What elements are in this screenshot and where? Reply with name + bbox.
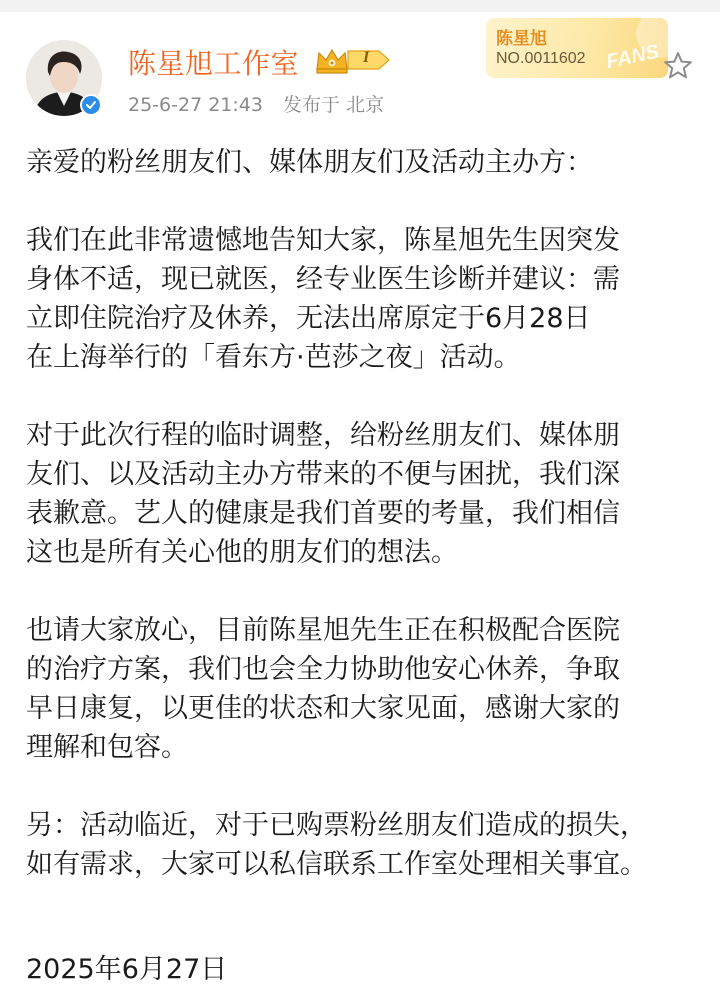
post-line: 表歉意。艺人的健康是我们首要的考量，我们相信	[26, 498, 620, 529]
fans-card-number: NO.0011602	[496, 50, 586, 67]
post-line: 如有需求，大家可以私信联系工作室处理相关事宜。	[26, 849, 647, 880]
post-line: 对于此次行程的临时调整，给粉丝朋友们、媒体朋	[26, 420, 620, 451]
post-line: 身体不适，现已就医，经专业医生诊断并建议：需	[26, 264, 620, 295]
post-line: 我们在此非常遗憾地告知大家，陈星旭先生因突发	[26, 225, 620, 256]
fans-card-name: 陈星旭	[496, 29, 547, 49]
post-date: 2025年6月27日	[26, 954, 228, 985]
top-strip	[0, 0, 720, 12]
post-greeting: 亲爱的粉丝朋友们、媒体朋友们及活动主办方：	[26, 147, 593, 178]
post-line: 这也是所有关心他的朋友们的想法。	[26, 537, 458, 568]
post-line: 早日康复，以更佳的状态和大家见面，感谢大家的	[26, 693, 620, 724]
post-time: 25-6-27 21:43	[128, 94, 263, 116]
level-label: I	[363, 49, 370, 66]
post-location: 发布于 北京	[283, 94, 385, 116]
post-line: 的治疗方案，我们也会全力协助他安心休养，争取	[26, 654, 620, 685]
star-icon[interactable]	[662, 50, 694, 82]
post-meta	[128, 90, 384, 117]
post-line: 另：活动临近，对于已购票粉丝朋友们造成的损失，	[26, 810, 647, 841]
fans-card[interactable]	[486, 18, 668, 78]
username-link[interactable]: 陈星旭工作室	[128, 47, 300, 80]
fans-card-word: FANS	[604, 40, 661, 74]
post-line: 立即住院治疗及休养，无法出席原定于6月28日	[26, 303, 591, 334]
post-line: 友们、以及活动主办方带来的不便与困扰，我们深	[26, 459, 620, 490]
crown-icon	[317, 50, 347, 73]
post-line: 也请大家放心，目前陈星旭先生正在积极配合医院	[26, 615, 620, 646]
post-line: 理解和包容。	[26, 732, 188, 763]
post-body	[26, 143, 702, 884]
verified-badge-icon	[80, 94, 102, 116]
level-badge[interactable]	[315, 45, 395, 75]
post-line: 在上海举行的「看东方·芭莎之夜」活动。	[26, 342, 521, 373]
